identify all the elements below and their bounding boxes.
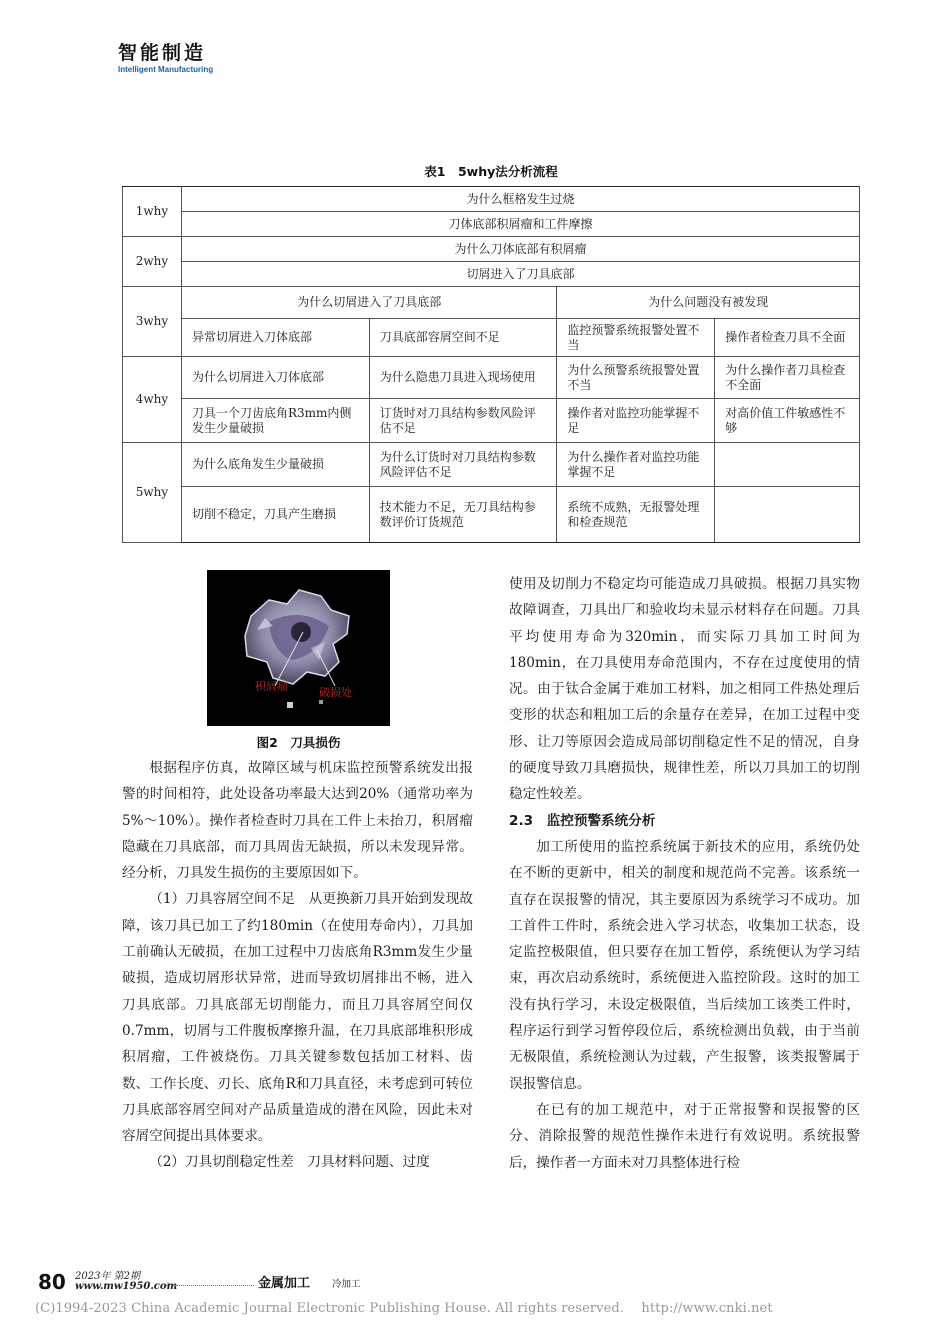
table-cell: 异常切屑进入刀体底部 [181, 319, 369, 357]
table-cell: 为什么操作者对监控功能掌握不足 [557, 443, 715, 487]
tool-damage-photo [207, 570, 390, 726]
page-footer [38, 1270, 918, 1300]
table-cell: 为什么问题没有被发现 [557, 287, 860, 319]
table-cell: 系统不成熟，无报警处理和检查规范 [557, 487, 715, 543]
table-cell: 为什么订货时对刀具结构参数风险评估不足 [369, 443, 557, 487]
table-cell: 监控预警系统报警处置不当 [557, 319, 715, 357]
journal-name: 金属加工 [258, 1276, 311, 1291]
bue-label: 积屑瘤 [255, 680, 288, 693]
website-link[interactable]: www.mw1950.com [75, 1281, 178, 1292]
table-cell: 刀体底部积屑瘤和工件摩擦 [181, 212, 859, 237]
table-cell: 为什么刀体底部有积屑瘤 [181, 237, 859, 262]
table-cell: 刀具一个刀齿底角R3mm内侧发生少量破损 [181, 399, 369, 443]
issue-info: 2023年 第2期 [75, 1271, 140, 1282]
column-title: 智能制造 [118, 42, 207, 64]
footer-rule [166, 1285, 254, 1286]
journal-subtitle: 冷加工 [332, 1279, 361, 1290]
why-label: 5why [123, 443, 182, 543]
paragraph: 加工所使用的监控系统属于新技术的应用，系统仍处在不断的更新中，相关的制度和规范尚不完善。该系统一直存在误报警的情况，其主要原因为系统学习不成功。加工首件工件时，系统会进入学习状态，收集加工状态，设定监控极限值，但只要存在加工暂停，系统便认为学习结束，再次启动系统时，系统便进入监控阶段。这时的加工没有执行学习，未设定极限值，当后续加工该类工件时，程序运行到学习暂停段位后，系统检测出负载，由于当前无极限值，系统检测认为过载，产生报警，该类报警属于误报警信息。 [509, 838, 860, 1092]
right-column [509, 571, 860, 1176]
table-row [123, 287, 860, 319]
table-cell: 为什么切屑进入了刀具底部 [181, 287, 556, 319]
table-cell: 操作者对监控功能掌握不足 [557, 399, 715, 443]
paragraph: 使用及切削力不稳定均可能造成刀具破损。根据刀具实物故障调查，刀具出厂和验收均未显示材料存在问题。刀具平均使用寿命为320min，而实际刀具加工时间为180min，在刀具使用寿命范围内，不存在过度使用的情况。由于钛合金属于难加工材料，加之相同工件热处理后变形的状态和粗加工后的余量存在差异，在加工过程中变形、让刀等原因会造成局部切削稳定性不足的情况，自身的硬度导致刀具磨损快，规律性差，所以刀具加工的切削稳定性较差。 [509, 576, 860, 803]
why-label: 3why [123, 287, 182, 357]
table-cell: 为什么框格发生过烧 [181, 187, 859, 212]
table-row [123, 237, 860, 262]
breakage-label: 破损处 [319, 686, 352, 699]
table-cell: 切屑进入了刀具底部 [181, 262, 859, 287]
table-cell [715, 487, 860, 543]
table-caption: 表1 5why法分析流程 [424, 164, 558, 179]
five-why-table [122, 186, 860, 543]
table-row [123, 487, 860, 543]
table-cell: 切削不稳定，刀具产生磨损 [181, 487, 369, 543]
table-row [123, 319, 860, 357]
table-cell: 订货时对刀具结构参数风险评估不足 [369, 399, 557, 443]
table-cell: 为什么底角发生少量破损 [181, 443, 369, 487]
table-row [123, 187, 860, 212]
table-cell: 为什么切屑进入刀体底部 [181, 357, 369, 399]
page-number: 80 [38, 1270, 66, 1294]
table-cell: 为什么隐患刀具进入现场使用 [369, 357, 557, 399]
table-cell: 对高价值工件敏感性不够 [715, 399, 860, 443]
cutter-image [207, 570, 390, 726]
paragraph: （2）刀具切削稳定性差 刀具材料问题、过度 [149, 1154, 430, 1171]
why-label: 2why [123, 237, 182, 287]
table-row [123, 357, 860, 399]
paragraph: 在已有的加工规范中，对于正常报警和误报警的区分、消除报警的规范性操作未进行有效说明。系统报警后，操作者一方面未对刀具整体进行检 [509, 1101, 860, 1171]
section-heading: 2.3 监控预警系统分析 [509, 812, 656, 829]
paragraph: （1）刀具容屑空间不足 从更换新刀具开始到发现故障，该刀具已加工了约180min（在使用寿命内），刀具加工前确认无破损，在加工过程中刀齿底角R3mm发生少量破损，造成切屑形状异常，进而导致切屑排出不畅，进入刀具底部。刀具底部无切削能力，而且刀具容屑空间仅0.7mm，切屑与工件腹板摩擦升温，在刀具底部堆积形成积屑瘤，工件被烧伤。刀具关键参数包括加工材料、齿数、工作长度、刃长、底角R和刀具直径，未考虑到可转位刀具底部容屑空间对产品质量造成的潜在风险，因此未对容屑空间提出具体要求。 [122, 891, 473, 1145]
why-label: 4why [123, 357, 182, 443]
figure-caption: 图2 刀具损伤 [256, 735, 341, 750]
left-column [122, 755, 473, 1176]
why-label: 1why [123, 187, 182, 237]
table-cell: 刀具底部容屑空间不足 [369, 319, 557, 357]
copyright-watermark: (C)1994-2023 China Academic Journal Electronic Publishing House. All rights reserved. http://www.cnki.net [35, 1301, 773, 1316]
table-cell: 技术能力不足，无刀具结构参数评价订货规范 [369, 487, 557, 543]
table-row [123, 399, 860, 443]
table-row [123, 212, 860, 237]
paragraph: 根据程序仿真，故障区域与机床监控预警系统发出报警的时间相符，此处设备功率最大达到20%（通常功率为5%～10%）。操作者检查时刀具在工件上未抬刀，积屑瘤隐藏在刀具底部，而刀具周齿无缺损，所以未发现异常。经分析，刀具发生损伤的主要原因如下。 [122, 760, 473, 882]
table-cell: 操作者检查刀具不全面 [715, 319, 860, 357]
table-cell: 为什么预警系统报警处置不当 [557, 357, 715, 399]
table-cell: 为什么操作者刀具检查不全面 [715, 357, 860, 399]
table-row [123, 443, 860, 487]
journal-header [118, 42, 213, 74]
table-row [123, 262, 860, 287]
column-title-en: Intelligent Manufacturing [118, 65, 214, 74]
table-cell [715, 443, 860, 487]
